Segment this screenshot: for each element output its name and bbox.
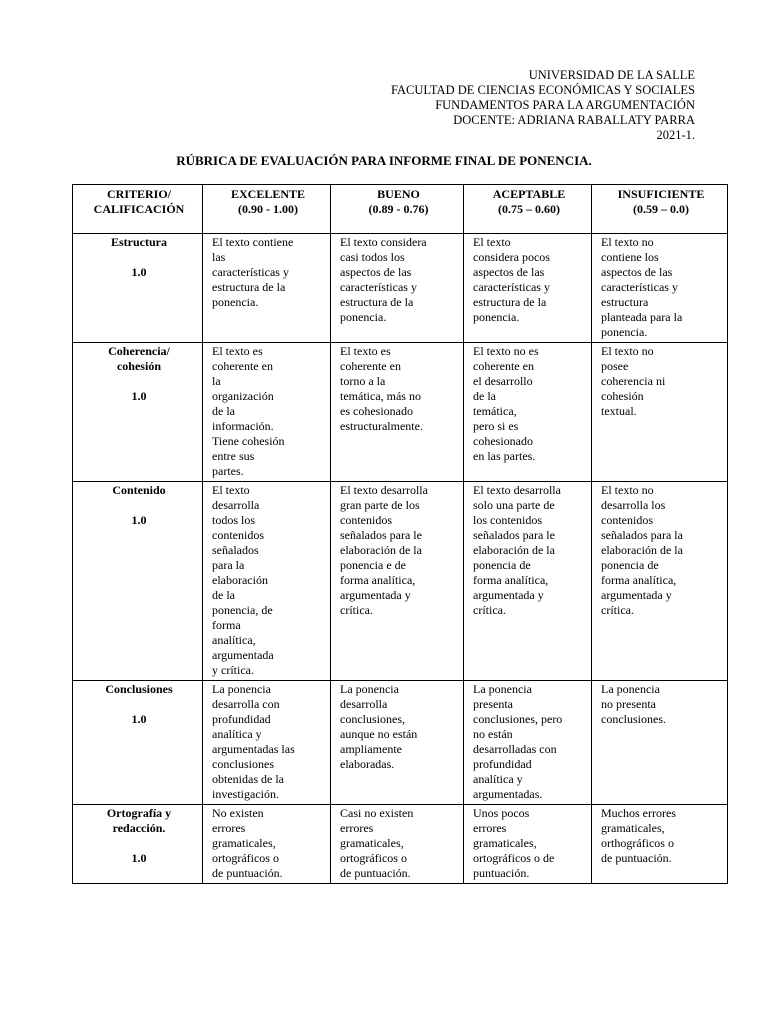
academic-period: 2021-1. [656, 128, 695, 142]
descriptor-excelente: El texto desarrolla todos los contenidos señalados para la elaboración de la ponencia, de forma analítica, argumentada y crítica. [203, 482, 331, 681]
criterion-cell [73, 343, 203, 482]
criterion-cell [73, 482, 203, 681]
descriptor-aceptable: Unos pocos errores gramaticales, ortográficos o de puntuación. [464, 805, 592, 884]
university-name: UNIVERSIDAD DE LA SALLE [528, 68, 695, 82]
document-header [391, 68, 695, 143]
rubric-header-row [73, 185, 728, 234]
descriptor-insuficiente: El texto no desarrolla los contenidos señalados para la elaboración de la ponencia de forma analítica, argumentada y crítica. [592, 482, 728, 681]
descriptor-excelente: El texto contiene las características y estructura de la ponencia. [203, 234, 331, 343]
descriptor-insuficiente: El texto no posee coherencia ni cohesión textual. [592, 343, 728, 482]
rubric-row-conclusiones [73, 681, 728, 805]
descriptor-excelente: La ponencia desarrolla con profundidad analítica y argumentadas las conclusiones obtenidas de la investigación. [203, 681, 331, 805]
criterion-label: Conclusiones [105, 682, 173, 696]
descriptor-excelente: No existen errores gramaticales, ortográficos o de puntuación. [203, 805, 331, 884]
descriptor-aceptable: La ponencia presenta conclusiones, pero no están desarrolladas con profundidad analítica y argumentadas. [464, 681, 592, 805]
header-bueno [331, 185, 464, 234]
header-aceptable [464, 185, 592, 234]
descriptor-aceptable: El texto no es coherente en el desarrollo de la temática, pero si es cohesionado en las partes. [464, 343, 592, 482]
header-excelente-range: (0.90 - 1.00) [238, 202, 298, 216]
descriptor-insuficiente: La ponencia no presenta conclusiones. [592, 681, 728, 805]
rubric-row-contenido [73, 482, 728, 681]
rubric-row-ortografia [73, 805, 728, 884]
descriptor-bueno: El texto considera casi todos los aspectos de las características y estructura de la ponencia. [331, 234, 464, 343]
descriptor-bueno: El texto desarrolla gran parte de los contenidos señalados para le elaboración de la ponencia e de forma analítica, argumentada y crítica. [331, 482, 464, 681]
header-bueno-range: (0.89 - 0.76) [368, 202, 429, 216]
descriptor-insuficiente: El texto no contiene los aspectos de las características y estructura planteada para la ponencia. [592, 234, 728, 343]
teacher-name: DOCENTE: ADRIANA RABALLATY PARRA [453, 113, 695, 127]
criterion-cell [73, 805, 203, 884]
header-insuficiente [592, 185, 728, 234]
criterion-label: Coherencia/ cohesión [108, 344, 170, 373]
criterion-label: Ortografía y redacción. [106, 806, 172, 835]
header-insuficiente-range: (0.59 – 0.0) [633, 202, 689, 216]
criterion-score: 1.0 [131, 712, 147, 726]
course-name: FUNDAMENTOS PARA LA ARGUMENTACIÓN [435, 98, 695, 112]
criterion-label: Estructura [111, 235, 167, 249]
criterion-score: 1.0 [131, 513, 147, 527]
descriptor-bueno: El texto es coherente en torno a la temática, más no es cohesionado estructuralmente. [331, 343, 464, 482]
descriptor-excelente: El texto es coherente en la organización de la información. Tiene cohesión entre sus partes. [203, 343, 331, 482]
document-title: RÚBRICA DE EVALUACIÓN PARA INFORME FINAL DE PONENCIA. [176, 153, 592, 168]
header-criterion-sub: CALIFICACIÓN [93, 202, 185, 216]
header-insuficiente-label: INSUFICIENTE [617, 187, 705, 201]
descriptor-bueno: La ponencia desarrolla conclusiones, aunque no están ampliamente elaboradas. [331, 681, 464, 805]
descriptor-aceptable: El texto desarrolla solo una parte de los contenidos señalados para le elaboración de la ponencia de forma analítica, argumentada y crítica. [464, 482, 592, 681]
header-bueno-label: BUENO [377, 187, 420, 201]
rubric-row-estructura [73, 234, 728, 343]
header-excelente-label: EXCELENTE [230, 187, 306, 201]
rubric-table [72, 184, 728, 884]
rubric-row-coherencia [73, 343, 728, 482]
criterion-cell [73, 234, 203, 343]
header-criterion-label: CRITERIO/ [106, 187, 171, 201]
criterion-score: 1.0 [131, 389, 147, 403]
criterion-label: Contenido [112, 483, 166, 497]
header-criterion [73, 185, 203, 234]
header-excelente [203, 185, 331, 234]
descriptor-aceptable: El texto considera pocos aspectos de las características y estructura de la ponencia. [464, 234, 592, 343]
header-aceptable-label: ACEPTABLE [492, 187, 566, 201]
descriptor-insuficiente: Muchos errores gramaticales, orthográficos o de puntuación. [592, 805, 728, 884]
header-aceptable-range: (0.75 – 0.60) [498, 202, 560, 216]
criterion-score: 1.0 [131, 851, 147, 865]
criterion-score: 1.0 [131, 265, 147, 279]
criterion-cell [73, 681, 203, 805]
faculty-name: FACULTAD DE CIENCIAS ECONÓMICAS Y SOCIALES [391, 83, 695, 97]
descriptor-bueno: Casi no existen errores gramaticales, ortográficos o de puntuación. [331, 805, 464, 884]
